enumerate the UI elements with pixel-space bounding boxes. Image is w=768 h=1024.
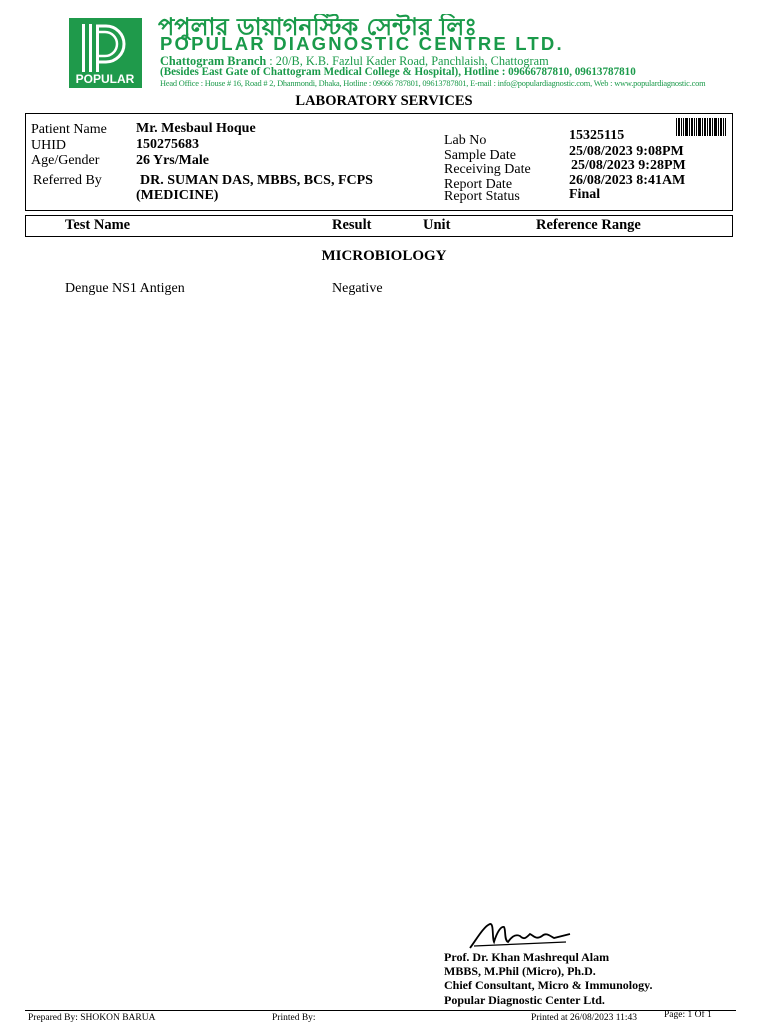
sample-date-value: 25/08/2023 9:08PM	[569, 144, 684, 159]
printed-by: Printed By:	[272, 1013, 316, 1023]
company-name-bengali: পপুলার ডায়াগনস্টিক সেন্টার লিঃ	[158, 14, 478, 40]
branch-address-text: : 20/B, K.B. Fazlul Kader Road, Panchlaish, Chattogram	[266, 54, 549, 68]
department-heading: MICROBIOLOGY	[321, 248, 447, 264]
table-row	[0, 281, 768, 301]
report-status-label: Report Status	[444, 189, 520, 204]
signature-icon	[466, 918, 576, 954]
column-test-name: Test Name	[65, 217, 131, 233]
referred-by-value: DR. SUMAN DAS, MBBS, BCS, FCPS	[140, 173, 373, 188]
printed-at: Printed at 26/08/2023 11:43	[531, 1013, 637, 1023]
branch-location-note	[160, 66, 636, 78]
signatory-name: Prof. Dr. Khan Mashrequl Alam	[444, 950, 610, 964]
besides-text: (Besides East Gate of Chattogram Medical College & Hospital),	[160, 66, 464, 78]
receiving-date-value: 25/08/2023 9:28PM	[571, 158, 686, 173]
company-name: POPULAR DIAGNOSTIC CENTRE LTD.	[160, 33, 564, 54]
hotline: Hotline : 09666787810, 09613787810	[463, 66, 636, 78]
page-number: Page: 1 Of 1	[664, 1010, 712, 1020]
age-gender-label: Age/Gender	[31, 153, 100, 168]
prepared-by: Prepared By: SHOKON BARUA	[28, 1013, 156, 1023]
sample-date-label: Sample Date	[444, 148, 516, 163]
referred-by-label: Referred By	[33, 173, 102, 188]
lab-no-label: Lab No	[444, 133, 487, 148]
test-result: Negative	[332, 281, 383, 296]
column-reference-range: Reference Range	[536, 217, 641, 233]
signatory-organization: Popular Diagnostic Center Ltd.	[444, 993, 605, 1007]
report-status-value: Final	[569, 187, 601, 202]
section-title: LABORATORY SERVICES	[295, 93, 473, 109]
referred-by-specialty: (MEDICINE)	[136, 188, 219, 203]
lab-no-value: 15325115	[569, 128, 625, 143]
uhid-value: 150275683	[136, 137, 199, 152]
receiving-date-label: Receiving Date	[444, 162, 531, 177]
test-name: Dengue NS1 Antigen	[65, 281, 185, 296]
age-gender-value: 26 Yrs/Male	[136, 153, 209, 168]
patient-name-label: Patient Name	[31, 122, 107, 137]
patient-name: Mr. Mesbaul Hoque	[136, 121, 256, 136]
uhid-label: UHID	[31, 138, 66, 153]
branch-label: Chattogram Branch	[160, 54, 267, 68]
footer-divider	[25, 1010, 736, 1011]
head-office-info: Head Office : House # 16, Road # 2, Dhanmondi, Dhaka, Hotline : 09666 787801, 09613787801, E-mail : info@populardiagnostic.com, Web : www.populardiagnostic.com	[160, 79, 706, 88]
column-result: Result	[332, 217, 372, 233]
report-date-value: 26/08/2023 8:41AM	[569, 173, 686, 188]
logo-text: POPULAR	[75, 72, 135, 86]
column-unit: Unit	[423, 217, 451, 233]
signatory-title: Chief Consultant, Micro & Immunology.	[444, 978, 653, 992]
barcode-icon	[676, 118, 726, 136]
report-date-label: Report Date	[444, 177, 513, 192]
signatory-degrees: MBBS, M.Phil (Micro), Ph.D.	[444, 964, 596, 978]
